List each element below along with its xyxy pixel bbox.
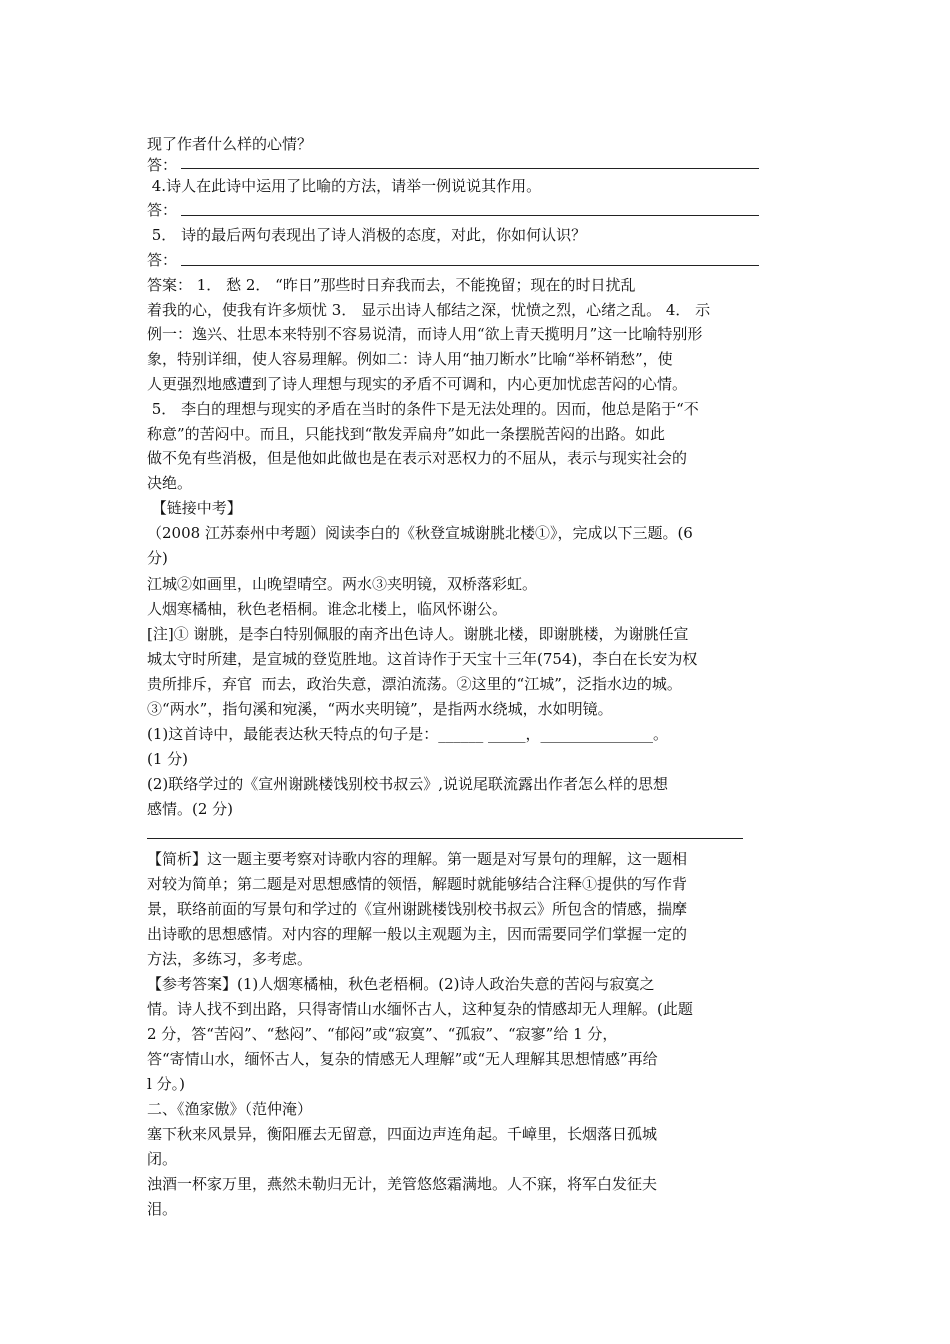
poem-line: 塞下秋来风景异，衡阳雁去无留意，四面边声连角起。千嶂里，长烟落日孤城 [147, 1125, 658, 1143]
question-5: 5． 诗的最后两句表现出了诗人消极的态度，对此，你如何认识？ [147, 226, 587, 244]
exam-question-1: (1)这首诗中，最能表达秋天特点的句子是：______ _____，_______________。 [147, 725, 669, 743]
poem-line: 浊酒一杯家万里，燕然未勒归无计，羌管悠悠霜满地。人不寐，将军白发征夫 [147, 1175, 658, 1193]
poem-note: [注]① 谢朓，是李白特别佩服的南齐出色诗人。谢朓北楼，即谢朓楼，为谢朓任宣 [147, 625, 689, 643]
exam-question-2: 感情。(2 分) [147, 800, 234, 818]
reference-answer: 2 分，答“苦闷”、“愁闷”、“郁闷”或“寂寞”、“孤寂”、“寂寥”给 1 分， [147, 1025, 618, 1043]
exam-question-1-score: (1 分) [147, 750, 189, 768]
reference-answer: 答“寄情山水，缅怀古人，复杂的情感无人理解”或“无人理解其思想情感”再给 [147, 1050, 658, 1068]
poem-note: ③“两水”，指句溪和宛溪，“两水夹明镜”，是指两水绕城，水如明镜。 [147, 700, 613, 718]
answer-label: 答： [147, 201, 178, 219]
poem-line: 闭。 [147, 1150, 178, 1168]
answers-text: 象，特别详细，使人容易理解。例如二：诗人用“抽刀断水”比喻“举杯销愁”，使 [147, 350, 673, 368]
answers-text: 答案： 1． 愁 2． “昨日”那些时日弃我而去，不能挽留；现在的时日扰乱 [147, 276, 636, 294]
section-heading: 【链接中考】 [147, 499, 242, 517]
analysis-text: 对较为简单；第二题是对思想感情的领悟，解题时就能够结合注释①提供的写作背 [147, 875, 688, 893]
poem-note: 城太守时所建，是宣城的登览胜地。这首诗作于天宝十三年(754)，李白在长安为权 [147, 650, 698, 668]
answer-line [147, 838, 743, 839]
analysis-text: 方法，多练习，多考虑。 [147, 950, 313, 968]
analysis-text: 出诗歌的思想感情。对内容的理解一般以主观题为主，因而需要同学们掌握一定的 [147, 925, 688, 943]
answers-text: 5． 李白的理想与现实的矛盾在当时的条件下是无法处理的。因而，他总是陷于“不 [147, 400, 699, 418]
exam-intro: （2008 江苏泰州中考题）阅读李白的《秋登宣城谢朓北楼①》，完成以下三题。(6 [147, 524, 693, 542]
answer-label: 答： [147, 156, 178, 174]
question-4: 4.诗人在此诗中运用了比喻的方法，请举一例说说其作用。 [147, 177, 542, 195]
poem-line: 江城②如画里，山晚望晴空。两水③夹明镜，双桥落彩虹。 [147, 575, 538, 593]
answers-text: 做不免有些消极，但是他如此做也是在表示对恶权力的不屈从，表示与现实社会的 [147, 449, 688, 467]
answers-text: 人更强烈地感遭到了诗人理想与现实的矛盾不可调和，内心更加忧虑苦闷的心情。 [147, 375, 688, 393]
answers-text: 着我的心，使我有许多烦忧 3． 显示出诗人郁结之深，忧愤之烈，心绪之乱。 4． 示 [147, 301, 711, 319]
reference-answer: l 分。) [147, 1075, 185, 1093]
poem-line: 人烟寒橘柚，秋色老梧桐。谁念北楼上，临风怀谢公。 [147, 600, 508, 618]
answers-text: 例一：逸兴、壮思本来特别不容易说清，而诗人用“欲上青天揽明月”这一比喻特别形 [147, 325, 703, 343]
question-3-tail: 现了作者什么样的心情？ [147, 135, 313, 153]
answers-text: 称意”的苦闷中。而且，只能找到“散发弄扁舟”如此一条摆脱苦闷的出路。如此 [147, 425, 666, 443]
answer-label: 答： [147, 251, 178, 269]
answer-line [181, 168, 759, 169]
reference-answer: 情。诗人找不到出路，只得寄情山水缅怀古人，这种复杂的情感却无人理解。(此题 [147, 1000, 693, 1018]
poem-title: 二、《渔家傲》（范仲淹） [147, 1100, 313, 1118]
exam-question-2: (2)联络学过的《宣州谢跳楼饯别校书叔云》,说说尾联流露出作者怎么样的思想 [147, 775, 669, 793]
exam-intro: 分) [147, 549, 168, 567]
reference-answer: 【参考答案】(1)人烟寒橘柚，秋色老梧桐。(2)诗人政治失意的苦闷与寂寞之 [147, 975, 655, 993]
answer-line [181, 265, 759, 266]
poem-line: 泪。 [147, 1200, 178, 1218]
answer-line [181, 215, 759, 216]
answers-text: 决绝。 [147, 474, 193, 492]
poem-note: 贵所排斥，弃官 而去，政治失意，漂泊流荡。②这里的“江城”，泛指水边的城。 [147, 675, 682, 693]
analysis-text: 【简析】这一题主要考察对诗歌内容的理解。第一题是对写景句的理解，这一题相 [147, 850, 688, 868]
analysis-text: 景，联络前面的写景句和学过的《宣州谢跳楼饯别校书叔云》所包含的情感，揣摩 [147, 900, 688, 918]
